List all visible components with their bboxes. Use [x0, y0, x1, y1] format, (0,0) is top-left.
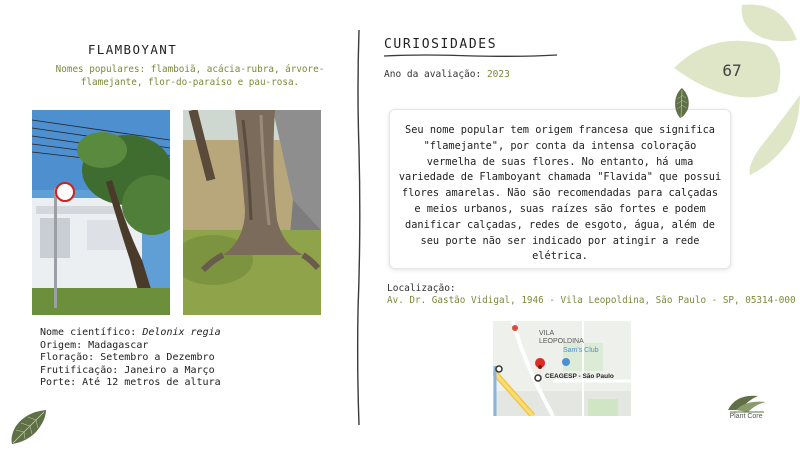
location-map[interactable] — [493, 321, 631, 416]
brand-name: Plant Core — [729, 413, 763, 420]
scientific-name-value: Delonix regia — [142, 327, 221, 338]
scientific-name: Nome científico: Delonix regia — [40, 327, 221, 338]
location-label: Localização: — [387, 283, 456, 294]
brand-logo-icon — [726, 392, 768, 414]
vertical-divider — [356, 30, 362, 425]
tree-photo-trunk — [183, 110, 321, 315]
plant-facts — [40, 327, 221, 390]
decorative-leaves — [672, 0, 800, 180]
leaf-corner-icon — [8, 408, 48, 446]
evaluation-year: Ano da avaliação: 2023 — [384, 69, 510, 80]
tree-photo-street — [32, 110, 170, 315]
fruiting: Frutificação: Janeiro a Março — [40, 364, 215, 376]
flowering: Floração: Setembro a Dezembro — [40, 352, 215, 364]
map-district-label: VILA LEOPOLDINA — [539, 330, 584, 345]
origin: Origem: Madagascar — [40, 339, 149, 351]
popular-names: Nomes populares: flamboiã, acácia-rubra, árvore-flamejante, flor-do-paraíso e pau-rosa. — [55, 64, 325, 88]
location-address: Av. Dr. Gastão Vidigal, 1946 - Vila Leopoldina, São Paulo - SP, 05314-000 — [387, 295, 796, 306]
plant-name: FLAMBOYANT — [87, 42, 178, 57]
size: Porte: Até 12 metros de altura — [40, 377, 221, 389]
leaf-icon — [673, 87, 691, 119]
curiosities-text: Seu nome popular tem origem francesa que significa "flamejante", por conta da intensa coloração vermelha de suas flores. No entanto, há uma variedade de Flamboyant chamada "Flavida" que possui flores amarelas. Não são recomendadas para calçadas e meios urbanos, suas raízes são fortes e podem danificar calçadas, redes de esgoto, água, além de seu porte não ser indicado por atingir a rede elétrica. — [398, 124, 722, 263]
evaluation-year-value: 2023 — [486, 69, 510, 80]
title-underline — [384, 53, 559, 59]
curiosities-title: CURIOSIDADES — [384, 37, 498, 52]
page-number: 67 — [722, 61, 742, 80]
map-club-label: Sam's Club — [563, 347, 599, 354]
map-place-label: CEAGESP - São Paulo — [545, 373, 614, 380]
